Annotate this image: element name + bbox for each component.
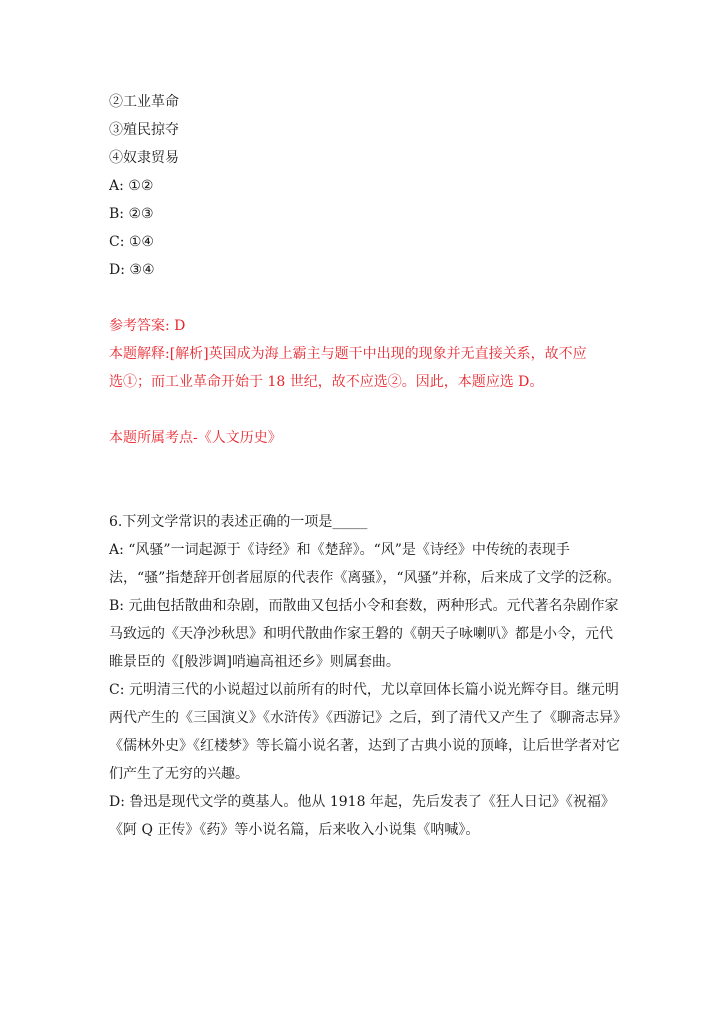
spacer [109,396,621,424]
question-option-d: D: 鲁迅是现代文学的奠基人。他从 1918 年起，先后发表了《狂人日记》《祝福》《阿 Q 正传》《药》等小说名篇，后来收入小说集《呐喊》。 [109,794,615,838]
document-content [109,88,621,844]
reference-answer: 参考答案: D [109,318,186,334]
topic-label: 本题所属考点-《人文历史》 [109,430,282,446]
question-stem: 6.下列文学常识的表述正确的一项是_____ [109,514,368,530]
list-item: ④奴隶贸易 [109,150,179,166]
question-option-c: C: 元明清三代的小说超过以前所有的时代，尤以章回体长篇小说光辉夺目。继元明两代产生的《三国演义》《水浒传》《西游记》之后，到了清代又产生了《聊斋志异》《儒林外史》《红楼梦》等长篇小说名著，达到了古典小说的顶峰，让后世学者对它们产生了无穷的兴趣。 [109,682,620,782]
question-option-a: A: “风骚”一词起源于《诗经》和《楚辞》。“风”是《诗经》中传统的表现手法，“骚”指楚辞开创者屈原的代表作《离骚》，“风骚”并称，后来成了文学的泛称。 [109,542,621,586]
list-item: ②工业革命 [109,94,179,110]
answer-option-b: B: ②③ [109,206,154,222]
answer-option-d: D: ③④ [109,262,155,278]
explanation-line: 选①；而工业革命开始于 18 世纪，故不应选②。因此，本题应选 D。 [109,374,544,390]
explanation-line: 本题解释:[解析]英国成为海上霸主与题干中出现的现象并无直接关系，故不应 [109,346,587,362]
answer-option-a: A: ①② [109,178,154,194]
question-option-b: B: 元曲包括散曲和杂剧，而散曲又包括小令和套数，两种形式。元代著名杂剧作家马致远的《天净沙秋思》和明代散曲作家王磐的《朝天子咏喇叭》都是小令，元代睢景臣的《[般涉调]哨遍高祖还乡》则属套曲。 [109,598,619,670]
answer-option-c: C: ①④ [109,234,154,250]
spacer [109,284,621,312]
spacer [109,452,621,508]
list-item: ③殖民掠夺 [109,122,179,138]
